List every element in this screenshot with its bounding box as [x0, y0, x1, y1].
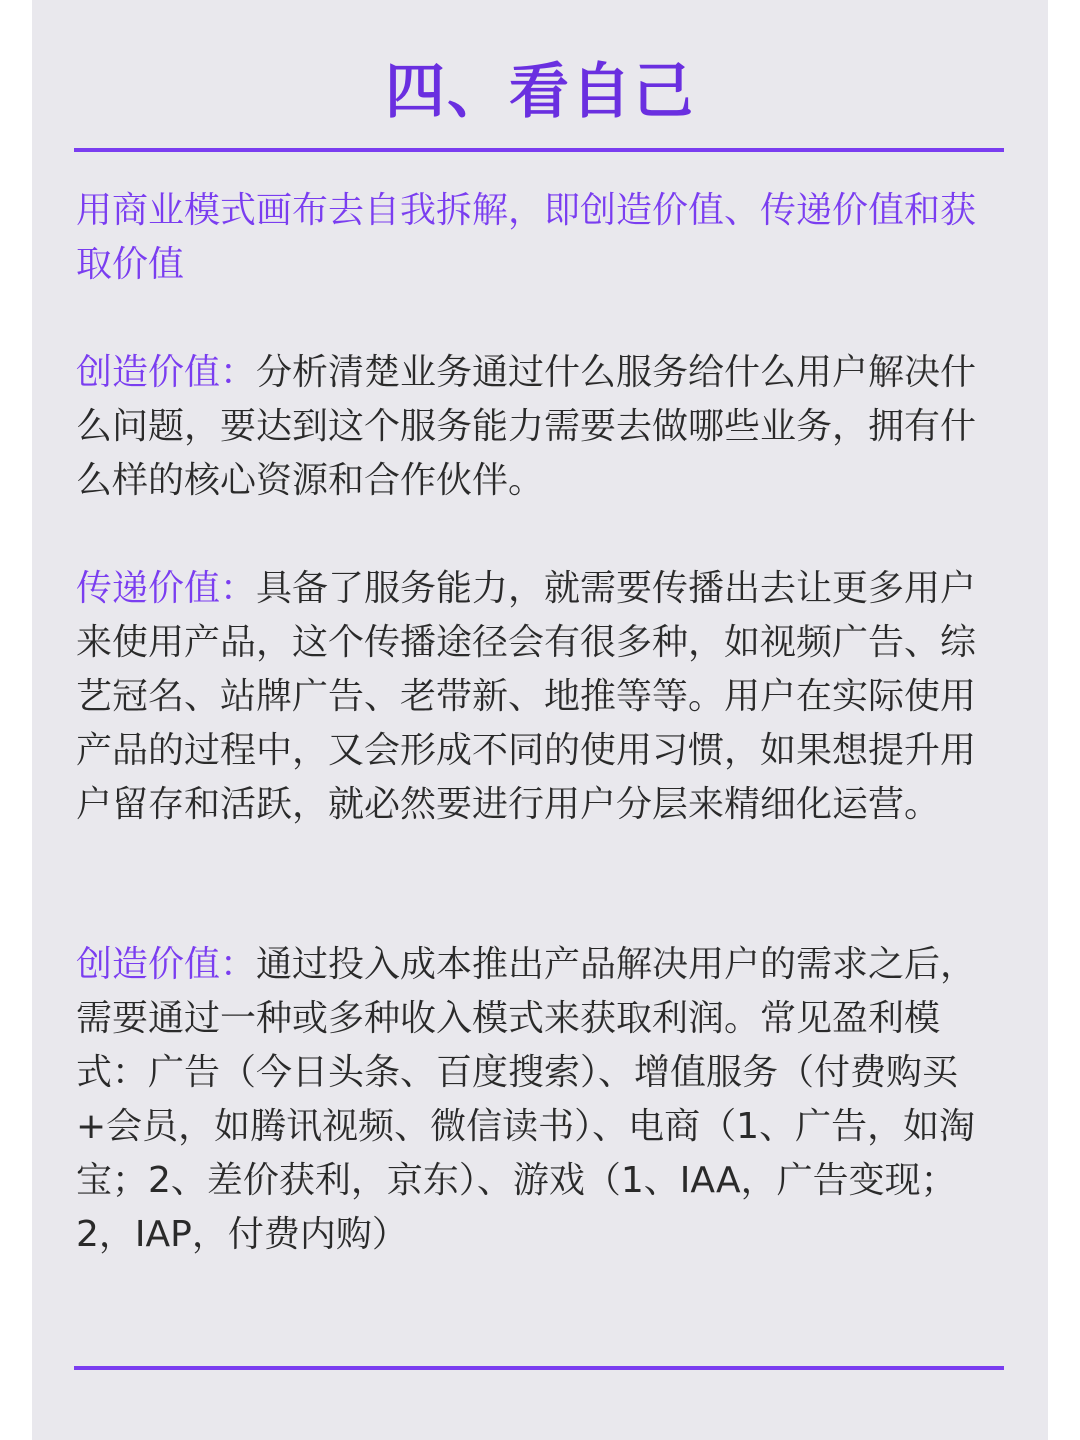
top-divider: [74, 148, 1004, 152]
page-title: 四、看自己: [385, 57, 695, 127]
page: [32, 0, 1048, 1440]
section-label: 传递价值：: [76, 568, 257, 609]
section-deliver-value: [76, 562, 1006, 832]
section-body: 通过投入成本推出产品解决用户的需求之后，需要通过一种或多种收入模式来获取利润。常见盈利模式：广告（今日头条、百度搜索）、增值服务（付费购买+会员，如腾讯视频、微信读书）、电商（1、广告，如淘宝；2、差价获利，京东）、游戏（1、IAA，广告变现；2，IAP，付费内购）: [76, 944, 977, 1255]
section-create-value: [76, 346, 1006, 508]
bottom-divider: [74, 1366, 1004, 1370]
section-label: 创造价值：: [76, 944, 257, 985]
section-body: 具备了服务能力，就需要传播出去让更多用户来使用产品，这个传播途径会有很多种，如视频广告、综艺冠名、站牌广告、老带新、地推等等。用户在实际使用产品的过程中，又会形成不同的使用习惯，如果想提升用户留存和活跃，就必然要进行用户分层来精细化运营。: [76, 568, 977, 825]
section-body: 分析清楚业务通过什么服务给什么用户解决什么问题，要达到这个服务能力需要去做哪些业务，拥有什么样的核心资源和合作伙伴。: [76, 352, 977, 501]
section-capture-value: [76, 938, 1006, 1262]
intro-text: 用商业模式画布去自我拆解，即创造价值、传递价值和获取价值: [76, 190, 977, 285]
section-label: 创造价值：: [76, 352, 257, 393]
